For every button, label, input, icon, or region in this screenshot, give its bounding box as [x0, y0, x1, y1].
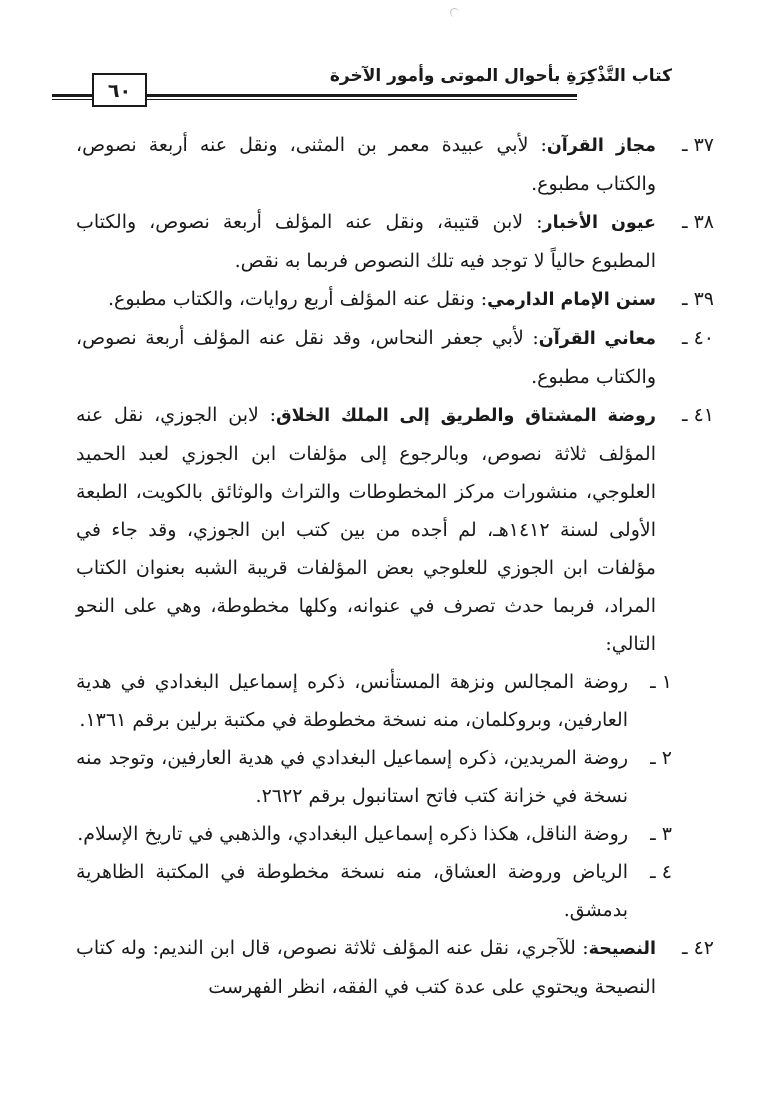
- entry-text: : لابن قتيبة، ونقل عنه المؤلف أربعة نصوص، والكتاب المطبوع حالياً لا توجد فيه تلك النصوص فربما به نقص.: [76, 211, 656, 272]
- subitem-number: ٣ ـ: [650, 823, 672, 845]
- entry-number: ٤٢ ـ: [681, 937, 714, 959]
- entry-text: : لأبي جعفر النحاس، وقد نقل عنه المؤلف أربعة نصوص، والكتاب مطبوع.: [76, 327, 656, 388]
- entry-40: [76, 319, 714, 396]
- subitem-text: روضة الناقل، هكذا ذكره إسماعيل البغدادي، والذهبي في تاريخ الإسلام.: [77, 823, 628, 845]
- subitem-number: ١ ـ: [650, 671, 672, 693]
- entry-text: : لأبي عبيدة معمر بن المثنى، ونقل عنه أربعة نصوص، والكتاب مطبوع.: [76, 134, 656, 195]
- running-header: [52, 62, 672, 102]
- entry-text: : لابن الجوزي، نقل عنه المؤلف ثلاثة نصوص، وبالرجوع إلى مؤلفات ابن الجوزي لعبد الحميد العلوجي، منشورات مركز المخطوطات والتراث والوثائق بالكويت، الطبعة الأولى لسنة ١٤١٢هـ، لم أجده من بين كتب ابن الجوزي، وقد جاء في مؤلفات ابن الجوزي للعلوجي بعض المؤلفات قريبة الشبه بعنوان الكتاب المراد، فربما حدث تصرف في عنوانه، وكلها مخطوطة، وهي على النحو التالي:: [76, 404, 656, 655]
- entry-title: روضة المشتاق والطريق إلى الملك الخلاق: [276, 406, 656, 426]
- subitem-4: [76, 853, 672, 929]
- entry-title: عيون الأخبار: [542, 213, 657, 233]
- entry-number: ٤٠ ـ: [681, 327, 714, 349]
- subitem-2: [76, 739, 672, 815]
- subitem-text: روضة المريدين، ذكره إسماعيل البغدادي في هدية العارفين، وتوجد منه نسخة في خزانة كتب فاتح استانبول برقم ٢٦٢٢.: [76, 747, 628, 807]
- entry-41: [76, 396, 714, 663]
- scan-speck: [450, 8, 459, 17]
- subitem-text: روضة المجالس ونزهة المستأنس، ذكره إسماعيل البغدادي في هدية العارفين، وبروكلمان، منه نسخة مخطوطة في مكتبة برلين برقم ١٣٦١.: [76, 671, 628, 731]
- subitem-3: [76, 815, 672, 853]
- subitem-number: ٤ ـ: [650, 861, 672, 883]
- entry-42: [76, 929, 714, 1006]
- entry-number: ٣٩ ـ: [681, 288, 714, 310]
- entry-text: : للآجري، نقل عنه المؤلف ثلاثة نصوص، قال ابن النديم: وله كتاب النصيحة ويحتوي على عدة كتب في الفقه، انظر الفهرست: [76, 937, 656, 998]
- entry-38: [76, 203, 714, 280]
- subitem-number: ٢ ـ: [650, 747, 672, 769]
- entry-title: النصيحة: [588, 939, 656, 959]
- entry-39: [76, 280, 714, 319]
- subitem-text: الرياض وروضة العشاق، منه نسخة مخطوطة في المكتبة الظاهرية بدمشق.: [76, 861, 628, 921]
- book-title: كتاب التَّذْكِرَةِ بأحوال الموتى وأمور الآخرة: [329, 66, 672, 86]
- subitem-1: [76, 663, 672, 739]
- entry-title: معاني القرآن: [538, 329, 656, 349]
- page-body: [76, 126, 714, 1006]
- entry-number: ٣٨ ـ: [681, 211, 714, 233]
- entry-title: سنن الإمام الدارمي: [487, 290, 656, 310]
- entry-number: ٣٧ ـ: [681, 134, 714, 156]
- entry-text: : ونقل عنه المؤلف أربع روايات، والكتاب مطبوع.: [108, 288, 488, 310]
- entry-number: ٤١ ـ: [681, 404, 714, 426]
- page-number: ٦٠: [92, 73, 147, 107]
- entry-title: مجاز القرآن: [546, 136, 656, 156]
- entry-37: [76, 126, 714, 203]
